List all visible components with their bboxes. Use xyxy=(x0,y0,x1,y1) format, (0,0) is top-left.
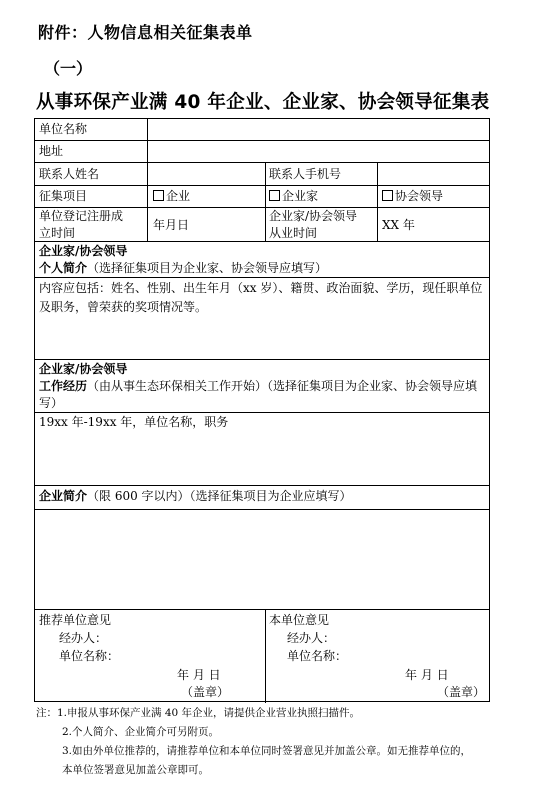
checkbox-icon[interactable] xyxy=(269,190,280,201)
self-handler-label: 经办人： xyxy=(287,631,336,645)
career-heading: 企业家/协会领导 工作经历（由从事生态环保相关工作开始）（选择征集项目为企业家、协会领导应填写） xyxy=(39,362,478,410)
unit-name-field[interactable] xyxy=(148,119,490,140)
recommend-unit-label: 单位名称： xyxy=(59,649,120,663)
note-2: 2.个人简介、企业简介可另附页。 xyxy=(62,726,220,738)
self-date: 年 月 日 xyxy=(405,668,449,682)
profile-content[interactable]: 内容应包括：姓名、性别、出生年月（xx 岁）、籍贯、政治面貌、学历，现任职单位及职务，曾荣获的奖项情况等。 xyxy=(39,281,483,314)
page-title: 从事环保产业满 40 年企业、企业家、协会领导征集表 xyxy=(36,92,490,113)
profile-heading: 企业家/协会领导 个人简介（选择征集项目为企业家、协会领导应填写） xyxy=(39,244,328,275)
company-heading: 企业简介（限 600 字以内）（选择征集项目为企业应填写） xyxy=(39,489,352,503)
contact-phone-field[interactable] xyxy=(378,163,490,185)
self-seal: （盖章） xyxy=(437,685,486,699)
contact-name-field[interactable] xyxy=(148,163,265,185)
category-option-association-leader[interactable]: 协会领导 xyxy=(382,188,443,205)
self-opinion-label: 本单位意见 xyxy=(269,613,330,627)
recommend-seal: （盖章） xyxy=(181,685,230,699)
registration-time-value[interactable]: 年月日 xyxy=(153,218,190,232)
unit-name-label: 单位名称 xyxy=(39,122,88,136)
attachment-title: 附件：人物信息相关征集表单 xyxy=(38,23,253,42)
category-option-entrepreneur[interactable]: 企业家 xyxy=(269,188,318,205)
recommend-handler-label: 经办人： xyxy=(59,631,108,645)
checkbox-icon[interactable] xyxy=(382,190,393,201)
note-4: 本单位签署意见加盖公章即可。 xyxy=(62,764,209,776)
note-1: 注：1.申报从事环保产业满 40 年企业，请提供企业营业执照扫描件。 xyxy=(36,707,361,719)
collection-form xyxy=(34,118,490,702)
recommend-date: 年 月 日 xyxy=(177,668,221,682)
career-content[interactable]: 19xx 年-19xx 年，单位名称，职务 xyxy=(39,415,229,429)
contact-phone-label: 联系人手机号 xyxy=(269,167,342,181)
part-number: （一） xyxy=(44,59,93,78)
service-years-value[interactable]: XX 年 xyxy=(382,218,415,232)
category-option-enterprise[interactable]: 企业 xyxy=(153,188,190,205)
note-3: 3.如由外单位推荐的，请推荐单位和本单位同时签署意见并加盖公章。如无推荐单位的， xyxy=(62,745,472,757)
company-intro-field[interactable] xyxy=(36,510,490,609)
address-field[interactable] xyxy=(148,141,490,162)
registration-time-label: 单位登记注册成 立时间 xyxy=(39,209,124,240)
service-years-label: 企业家/协会领导 从业时间 xyxy=(269,209,358,240)
footnotes xyxy=(36,704,516,780)
contact-name-label: 联系人姓名 xyxy=(39,167,100,181)
self-unit-label: 单位名称： xyxy=(287,649,348,663)
checkbox-icon[interactable] xyxy=(153,190,164,201)
recommend-opinion-label: 推荐单位意见 xyxy=(39,613,112,627)
address-label: 地址 xyxy=(39,144,64,158)
category-label: 征集项目 xyxy=(39,189,88,203)
